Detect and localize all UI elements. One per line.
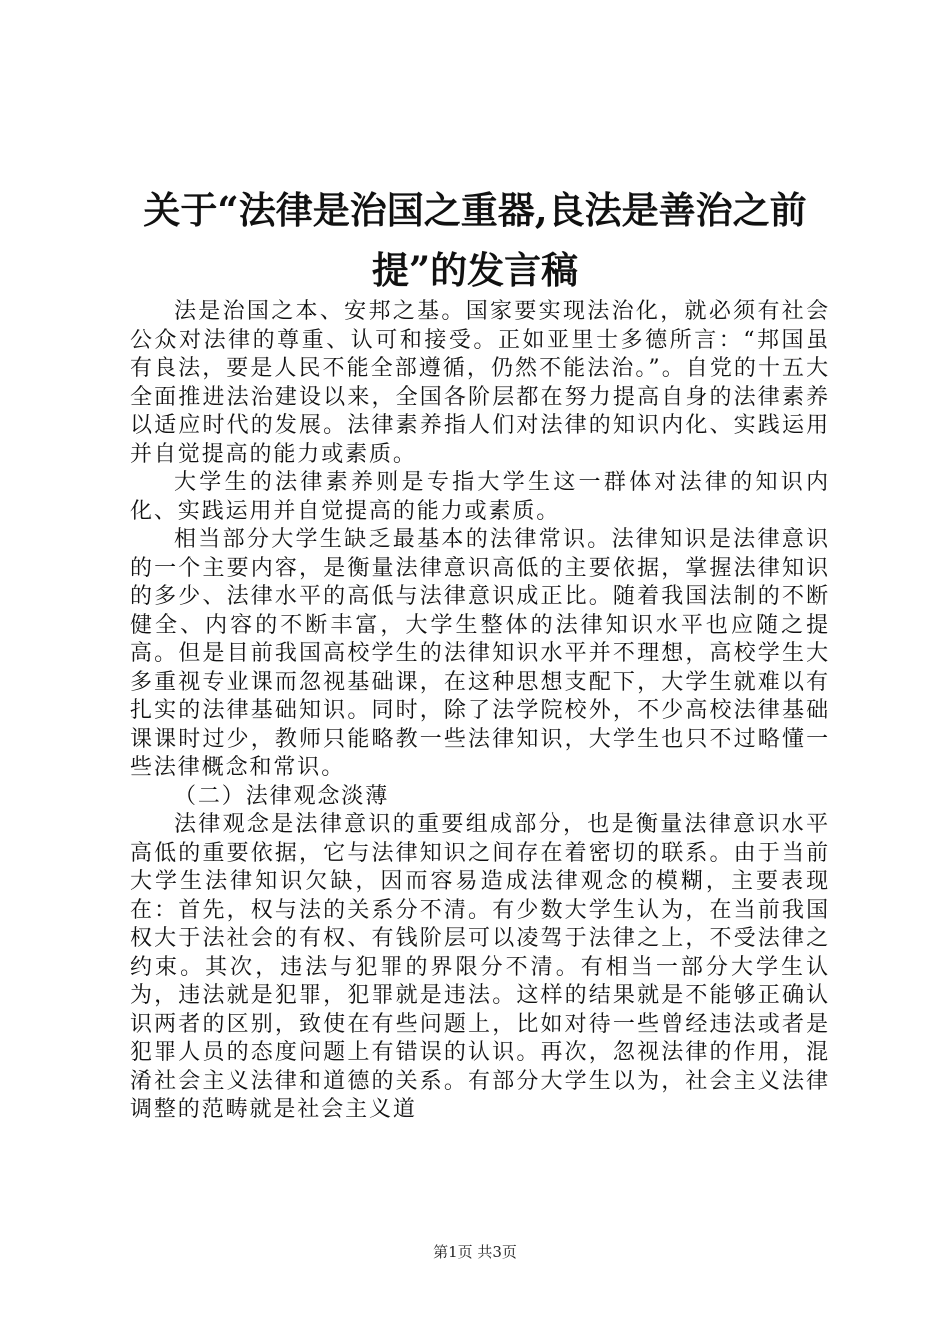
paragraph: 法律观念是法律意识的重要组成部分，也是衡量法律意识水平高低的重要依据，它与法律知识之间存在着密切的联系。由于当前大学生法律知识欠缺，因而容易造成法律观念的模糊，主要表现在：首先，权与法的关系分不清。有少数大学生认为，在当前我国权大于法社会的有权、有钱阶层可以凌驾于法律之上，不受法律之约束。其次，违法与犯罪的界限分不清。有相当一部分大学生认为，违法就是犯罪，犯罪就是违法。这样的结果就是不能够正确认识两者的区别，致使在有些问题上，比如对待一些曾经违法或者是犯罪人员的态度问题上有错误的认识。再次，忽视法律的作用，混淆社会主义法律和道德的关系。有部分大学生以为，社会主义法律调整的范畴就是社会主义道	[130, 812, 830, 1122]
paragraph: 法是治国之本、安邦之基。国家要实现法治化，就必须有社会公众对法律的尊重、认可和接受。正如亚里士多德所言：“邦国虽有良法，要是人民不能全部遵循，仍然不能法治。”。自党的十五大全面推进法治建设以来，全国各阶层都在努力提高自身的法律素养以适应时代的发展。法律素养指人们对法律的知识内化、实践运用并自觉提高的能力或素质。	[130, 299, 830, 467]
paragraph: 大学生的法律素养则是专指大学生这一群体对法律的知识内化、实践运用并自觉提高的能力或素质。	[130, 470, 830, 524]
document-title-line-1: 关于“法律是治国之重器,良法是善治之前	[143, 188, 807, 232]
document-body	[130, 298, 830, 1125]
paragraph: 相当部分大学生缺乏最基本的法律常识。法律知识是法律意识的一个主要内容，是衡量法律意识高低的主要依据，掌握法律知识的多少、法律水平的高低与法律意识成正比。随着我国法制的不断健全、内容的不断丰富，大学生整体的法律知识水平也应随之提高。但是目前我国高校学生的法律知识水平并不理想，高校学生大多重视专业课而忽视基础课，在这种思想支配下，大学生就难以有扎实的法律基础知识。同时，除了法学院校外，不少高校法律基础课课时过少，教师只能略教一些法律知识，大学生也只不过略懂一些法律概念和常识。	[130, 527, 830, 780]
section-heading: （二）法律观念淡薄	[174, 783, 390, 809]
document-title-line-2: 提”的发言稿	[371, 248, 579, 292]
page-number-footer: 第1页 共3页	[433, 1243, 517, 1261]
